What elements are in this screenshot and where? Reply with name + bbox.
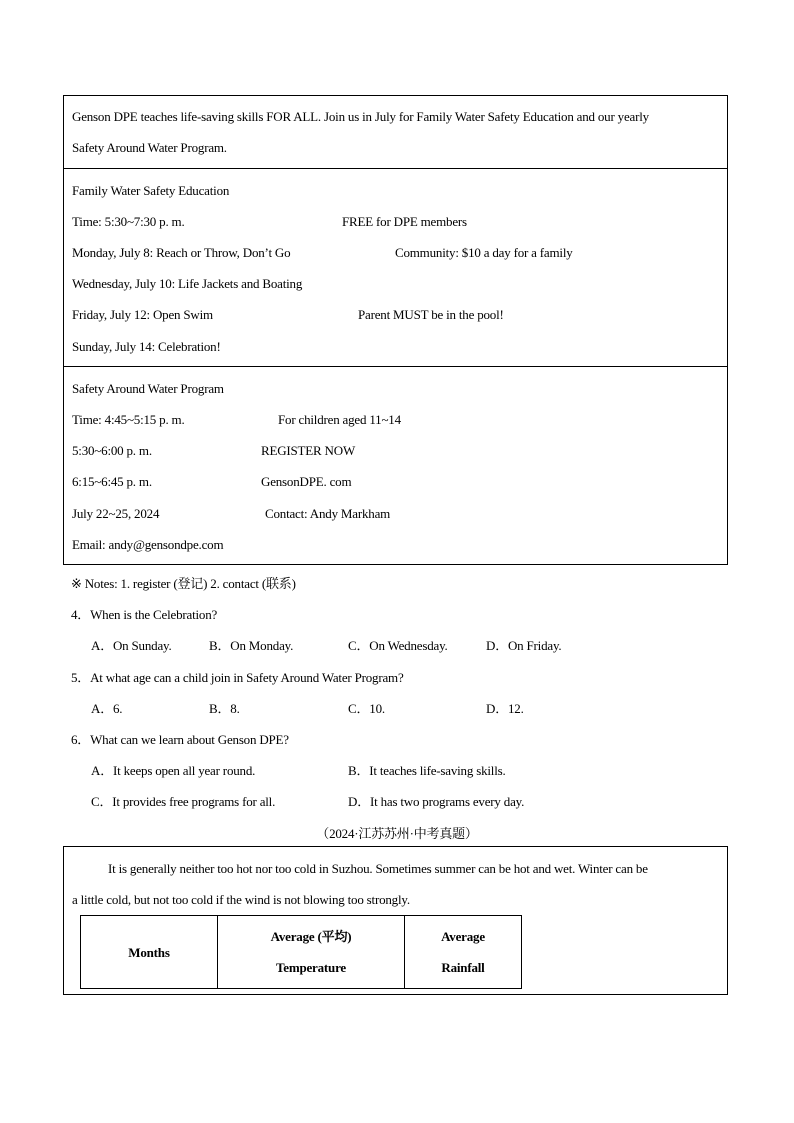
family-free-note: FREE for DPE members (342, 214, 467, 229)
intro-line-1: Genson DPE teaches life-saving skills FOR ALL. Join us in July for Family Water Safety Education and our yearly (72, 109, 649, 124)
intro-line-2: Safety Around Water Program. (72, 140, 227, 155)
safety-ages: For children aged 11~14 (278, 412, 401, 427)
advertisement-box (63, 95, 728, 565)
safety-time-1: Time: 4:45~5:15 p. m. (72, 412, 185, 427)
safety-contact: Contact: Andy Markham (265, 506, 391, 521)
divider (64, 366, 727, 367)
q4-option-c: C．On Wednesday. (348, 638, 448, 653)
safety-time-3: 6:15~6:45 p. m. (72, 474, 152, 489)
q6-option-c: C．It provides free programs for all. (91, 794, 276, 809)
q6-option-d: D．It has two programs every day. (348, 794, 525, 809)
header-months: Months (81, 916, 218, 989)
q5-option-b: B．8. (209, 701, 240, 716)
safety-title: Safety Around Water Program (72, 381, 224, 396)
safety-time-2: 5:30~6:00 p. m. (72, 443, 152, 458)
family-sunday: Sunday, July 14: Celebration! (72, 339, 221, 354)
passage-line-2: a little cold, but not too cold if the wind is not blowing too strongly. (72, 892, 410, 907)
family-monday: Monday, July 8: Reach or Throw, Don’t Go (72, 245, 291, 260)
table-header-row (81, 916, 522, 989)
climate-table (80, 915, 522, 989)
notes: ※ Notes: 1. register (登记) 2. contact (联系) (71, 576, 296, 591)
q5-option-c: C．10. (348, 701, 385, 716)
header-avg-rainfall: Average Rainfall (405, 916, 522, 989)
family-time: Time: 5:30~7:30 p. m. (72, 214, 185, 229)
passage-line-1: It is generally neither too hot nor too cold in Suzhou. Sometimes summer can be hot and wet. Winter can be (108, 861, 648, 876)
family-parent-note: Parent MUST be in the pool! (358, 307, 504, 322)
family-title: Family Water Safety Education (72, 183, 230, 198)
q5-option-a: A．6. (91, 701, 123, 716)
question-6: 6．What can we learn about Genson DPE? (71, 732, 289, 747)
safety-website: GensonDPE. com (261, 474, 352, 489)
q6-option-a: A．It keeps open all year round. (91, 763, 256, 778)
safety-dates: July 22~25, 2024 (72, 506, 160, 521)
header-avg-temperature: Average (平均) Temperature (218, 916, 405, 989)
question-5: 5．At what age can a child join in Safety Around Water Program? (71, 670, 404, 685)
q4-option-b: B．On Monday. (209, 638, 294, 653)
family-wednesday: Wednesday, July 10: Life Jackets and Boating (72, 276, 303, 291)
q6-option-b: B．It teaches life-saving skills. (348, 763, 506, 778)
q5-option-d: D．12. (486, 701, 524, 716)
exam-source: （2024·江苏苏州·中考真题） (316, 826, 478, 841)
safety-register: REGISTER NOW (261, 443, 356, 458)
family-community-price: Community: $10 a day for a family (395, 245, 573, 260)
passage-box (63, 846, 728, 995)
safety-email: Email: andy@gensondpe.com (72, 537, 224, 552)
q4-option-a: A．On Sunday. (91, 638, 172, 653)
divider (64, 168, 727, 169)
family-friday: Friday, July 12: Open Swim (72, 307, 213, 322)
question-4: 4．When is the Celebration? (71, 607, 218, 622)
q4-option-d: D．On Friday. (486, 638, 562, 653)
